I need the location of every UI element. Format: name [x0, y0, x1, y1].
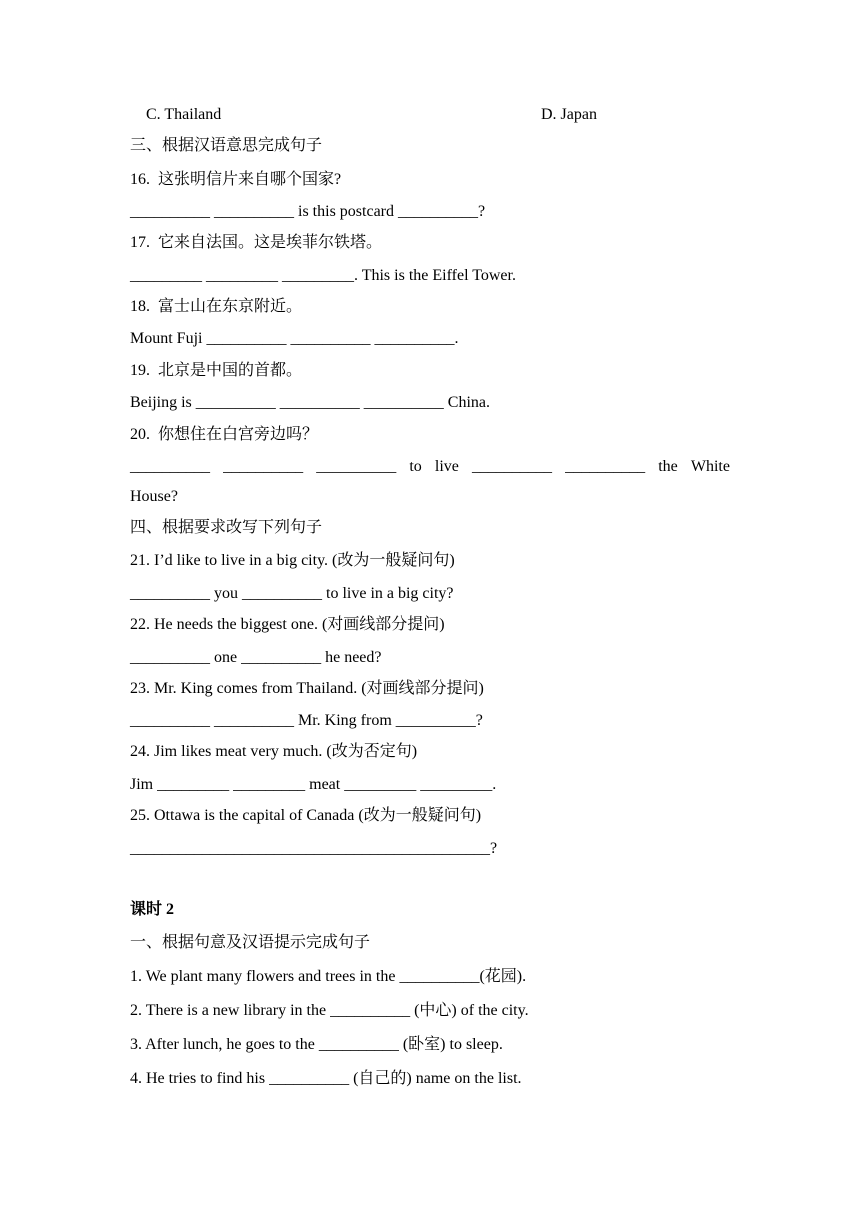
answer-16: __________ __________ is this postcard __________? [130, 203, 486, 220]
answer-20-word: __________ [130, 458, 210, 475]
answer-20-word: the [658, 458, 678, 475]
question-21: 21. I’d like to live in a big city. (改为一般疑问句) [130, 552, 455, 569]
question-23: 23. Mr. King comes from Thailand. (对画线部分提问) [130, 680, 484, 697]
answer-20 [130, 457, 730, 477]
answer-22: __________ one __________ he need? [130, 649, 382, 666]
question-19: 19. 北京是中国的首都。 [130, 362, 303, 379]
answer-19: Beijing is __________ __________ __________ China. [130, 394, 490, 411]
answer-20-word: live [434, 458, 459, 475]
option-d: D. Japan [541, 106, 597, 123]
question-16: 16. 这张明信片来自哪个国家? [130, 171, 342, 188]
question-25: 25. Ottawa is the capital of Canada (改为一般疑问句) [130, 807, 482, 824]
lesson-title: 课时 2 [130, 901, 175, 918]
question-17: 17. 它来自法国。这是埃菲尔铁塔。 [130, 234, 383, 251]
answer-18: Mount Fuji __________ __________ __________. [130, 330, 459, 347]
question-20: 20. 你想住在白宫旁边吗？ [130, 426, 319, 443]
option-c: C. Thailand [146, 106, 222, 123]
section-3-heading: 三、根据汉语意思完成句子 [130, 137, 323, 154]
answer-25: _____________________________________________? [130, 840, 498, 857]
answer-20-word: __________ [316, 458, 397, 475]
answer-23: __________ __________ Mr. King from __________? [130, 712, 483, 729]
lesson-2-item-1: 1. We plant many flowers and trees in the __________(花园). [130, 968, 527, 985]
answer-20-continuation: House? [130, 488, 178, 505]
question-22: 22. He needs the biggest one. (对画线部分提问) [130, 616, 445, 633]
answer-17: _________ _________ _________. This is the Eiffel Tower. [130, 267, 516, 284]
lesson-2-section-1-heading: 一、根据句意及汉语提示完成句子 [130, 934, 371, 951]
lesson-2-item-3: 3. After lunch, he goes to the __________ (卧室) to sleep. [130, 1036, 503, 1053]
answer-20-word: __________ [565, 458, 646, 475]
answer-20-word: White [690, 458, 730, 475]
section-4-heading: 四、根据要求改写下列句子 [130, 519, 323, 536]
question-18: 18. 富士山在东京附近。 [130, 298, 303, 315]
lesson-2-item-2: 2. There is a new library in the __________ (中心) of the city. [130, 1002, 529, 1019]
question-24: 24. Jim likes meat very much. (改为否定句) [130, 743, 418, 760]
answer-21: __________ you __________ to live in a big city? [130, 585, 454, 602]
lesson-2-item-4: 4. He tries to find his __________ (自己的) name on the list. [130, 1070, 522, 1087]
answer-20-word: __________ [223, 458, 304, 475]
answer-20-word: to [409, 458, 422, 475]
answer-20-word: __________ [472, 458, 552, 475]
answer-24: Jim _________ _________ meat _________ _________. [130, 776, 497, 793]
